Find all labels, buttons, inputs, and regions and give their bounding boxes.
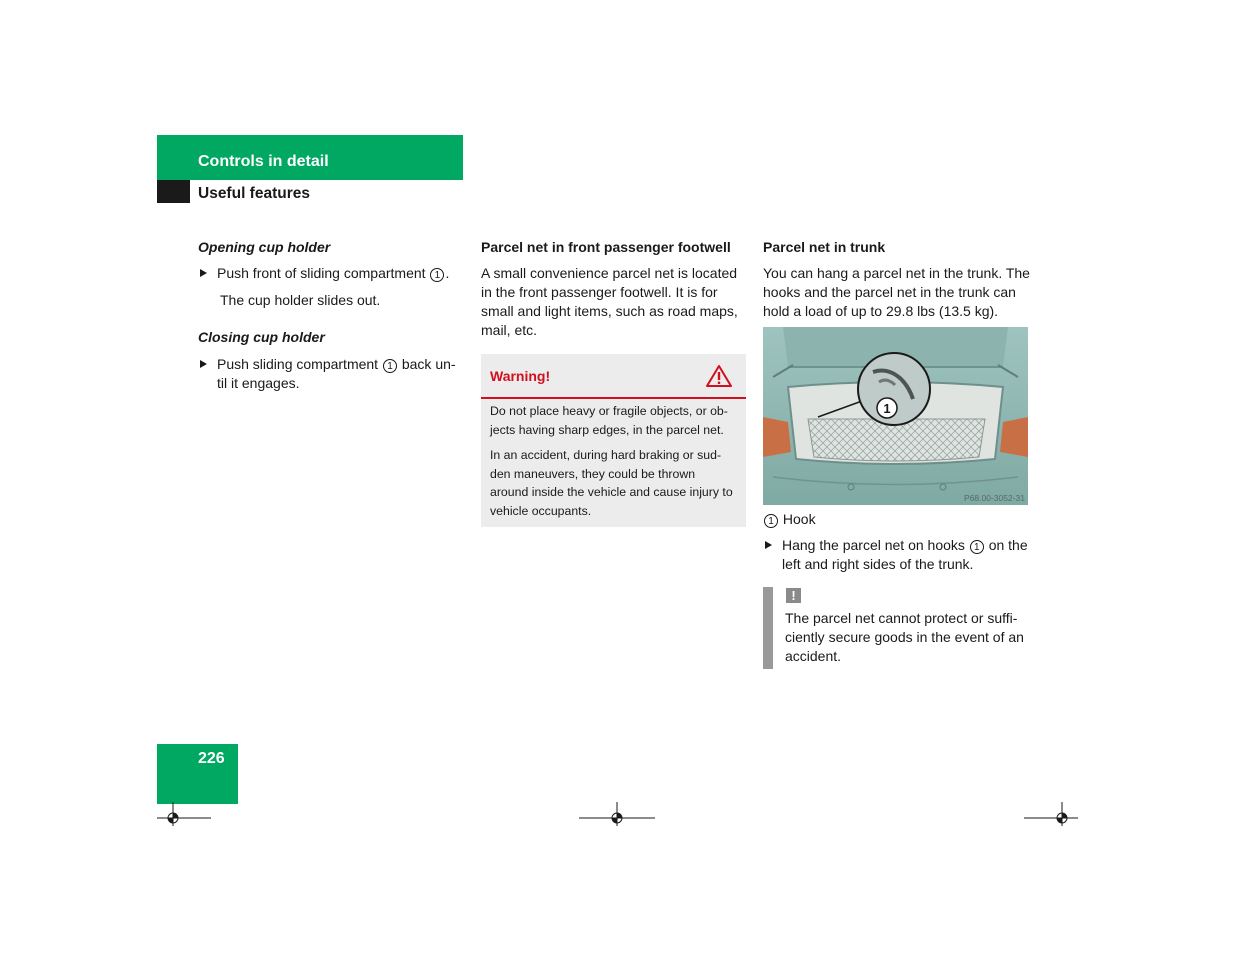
callout-1-icon: 1 [383,359,397,373]
trunk-net-heading: Parcel net in trunk [763,239,886,255]
text-line: vehicle occupants. [490,504,592,519]
text-line: hooks and the parcel net in the trunk can [763,284,1016,300]
bullet-arrow-icon [200,360,207,368]
footwell-net-heading: Parcel net in front passenger footwell [481,239,731,255]
section-title: Controls in detail [198,153,329,170]
text-line: accident. [785,648,842,664]
text-line: around inside the vehicle and cause injury to [490,485,733,500]
text-line: Do not place heavy or fragile objects, or ob- [490,404,728,418]
warning-paragraph-1 [490,402,740,439]
text-line: den maneuvers, they could be thrown [490,466,696,481]
trunk-step-text: Hang the parcel net on hooks [782,537,965,553]
text-line: small and light items, such as road maps, [481,303,738,319]
subsection-marker [157,180,190,203]
opening-cup-holder-heading: Opening cup holder [198,239,331,255]
legend-label: Hook [782,511,816,527]
callout-1-icon: 1 [970,540,984,554]
bullet-arrow-icon [765,541,772,549]
bullet-arrow-icon [200,269,207,277]
warning-header [481,354,746,399]
note-text [785,609,1035,666]
registration-mark-icon [1024,802,1078,826]
trunk-step [763,536,1035,574]
opening-step-end: . [445,265,450,281]
closing-step [198,355,468,393]
text-line: in the front passenger footwell. It is for [481,284,718,300]
trunk-net-paragraph [763,264,1033,321]
closing-cup-holder-heading: Closing cup holder [198,329,325,345]
opening-step-text: Push front of sliding compartment [217,265,426,281]
callout-1-icon: 1 [430,268,444,282]
warning-paragraph-2 [490,446,740,521]
text-line: ciently secure goods in the event of an [785,629,1024,645]
note-bar [763,587,773,669]
registration-mark-icon [157,802,211,826]
callout-1-number: 1 [883,401,891,416]
registration-mark-icon [579,802,655,826]
text-line: In an accident, during hard braking or sud- [490,448,722,462]
figure-code: P68.00-3052-31 [964,493,1025,503]
text-line: You can hang a parcel net in the trunk. The [763,265,1030,281]
trunk-parcel-net-illustration [763,327,1028,505]
trunk-step-text-2: on the [988,537,1028,553]
exclamation-icon: ! [786,588,801,603]
closing-step-text: Push sliding compartment [217,356,379,372]
opening-step [198,264,463,283]
closing-step-text-2: back un- [401,356,456,372]
warning-box [481,354,746,527]
warning-triangle-icon [705,364,733,388]
text-line: jects having sharp edges, in the parcel net. [490,422,724,437]
text-line: mail, etc. [481,322,538,338]
trunk-step-text-3: left and right sides of the trunk. [782,556,974,572]
callout-1-icon: 1 [764,514,778,528]
page-number: 226 [198,750,225,767]
text-line: The parcel net cannot protect or suffi- [785,610,1018,626]
text-line: A small convenience parcel net is located [481,265,738,281]
closing-step-text-3: til it engages. [217,375,300,391]
text-line: hold a load of up to 29.8 lbs (13.5 kg). [763,303,999,319]
footwell-net-paragraph [481,264,751,340]
opening-result: The cup holder slides out. [220,292,381,308]
subsection-title: Useful features [198,185,310,202]
warning-title: Warning! [490,368,551,384]
figure-legend [763,510,816,529]
